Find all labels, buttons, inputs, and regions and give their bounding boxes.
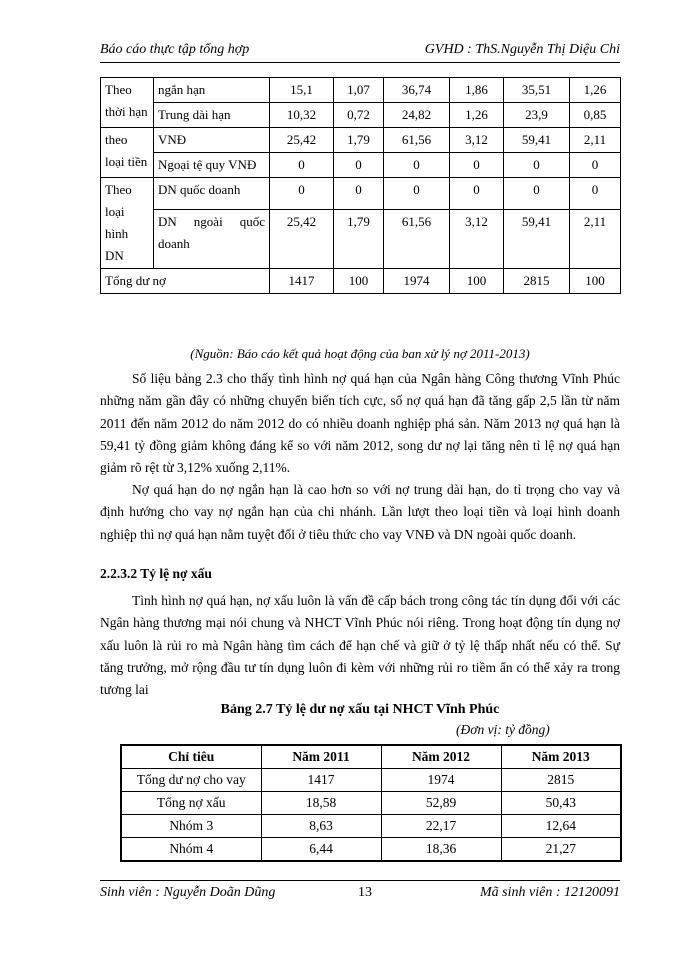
table-cell: 1,26 bbox=[570, 78, 621, 103]
table-cell: 0 bbox=[450, 153, 504, 178]
column-header: Chỉ tiêu bbox=[121, 745, 261, 769]
table-cell: 100 bbox=[334, 269, 384, 294]
row-label: DN quốc doanh bbox=[154, 178, 270, 210]
table-cell: 1417 bbox=[270, 269, 334, 294]
table-cell: 100 bbox=[570, 269, 621, 294]
row-label: VNĐ bbox=[154, 128, 270, 153]
table-cell: 21,27 bbox=[501, 838, 621, 862]
table-unit: (Đơn vị: tỷ đồng) bbox=[456, 722, 550, 737]
table-cell: 0 bbox=[334, 153, 384, 178]
table-cell: 61,56 bbox=[384, 128, 450, 153]
table-row bbox=[121, 815, 621, 838]
table-cell: Tổng nợ xấu bbox=[121, 792, 261, 815]
table-cell: 12,64 bbox=[501, 815, 621, 838]
table-cell: 61,56 bbox=[384, 209, 450, 268]
header-left: Báo cáo thực tập tổng hợp bbox=[100, 42, 250, 57]
table-title: Bảng 2.7 Tỷ lệ dư nợ xấu tại NHCT Vĩnh Phúc bbox=[220, 702, 500, 717]
table-cell: 0 bbox=[504, 178, 570, 210]
table-cell: 0 bbox=[570, 153, 621, 178]
paragraph-text: Số liệu bảng 2.3 cho thấy tình hình nợ quá hạn của Ngân hàng Công thương Vĩnh Phúc những năm gần đây có những chuyển biến tích cực, số nợ quá hạn đã tăng gấp 2,5 lần từ năm 2011 đến năm 2012 do năm 2012 do có nhiều doanh nghiệp phá sản. Năm 2013 nợ quá hạn là 59,41 tỷ đồng giảm không đáng kể so với năm 2012, song dư nợ lại tăng nên tỉ lệ nợ quá hạn giảm rõ rệt từ 3,12% xuống 2,11%. bbox=[100, 371, 620, 476]
paragraph bbox=[100, 368, 620, 479]
table-cell: 18,58 bbox=[261, 792, 381, 815]
table-cell: 59,41 bbox=[504, 128, 570, 153]
page-header bbox=[100, 40, 620, 63]
total-label: Tổng dư nợ bbox=[101, 269, 270, 294]
table-cell: 6,44 bbox=[261, 838, 381, 862]
table-cell: 3,12 bbox=[450, 209, 504, 268]
table-cell: 35,51 bbox=[504, 78, 570, 103]
table-cell: 0 bbox=[334, 178, 384, 210]
table-cell: 36,74 bbox=[384, 78, 450, 103]
table-cell: 0 bbox=[450, 178, 504, 210]
table-cell: 23,9 bbox=[504, 103, 570, 128]
table-cell: Tổng dư nợ cho vay bbox=[121, 769, 261, 792]
table-cell: 59,41 bbox=[504, 209, 570, 268]
table-row bbox=[101, 153, 621, 178]
table-cell: 0 bbox=[570, 178, 621, 210]
table-cell: 0 bbox=[384, 153, 450, 178]
table-cell: 18,36 bbox=[381, 838, 501, 862]
page-number: 13 bbox=[358, 885, 372, 900]
table-cell: 0 bbox=[270, 178, 334, 210]
table-row bbox=[101, 178, 621, 210]
table-header-row bbox=[121, 745, 621, 769]
table-cell: 2815 bbox=[504, 269, 570, 294]
table-source-note: (Nguồn: Báo cáo kết quả hoạt động của ban xử lý nợ 2011-2013) bbox=[190, 346, 530, 361]
row-label: DN ngoài quốc doanh bbox=[154, 209, 270, 268]
table-cell: 1974 bbox=[381, 769, 501, 792]
table-cell: 52,89 bbox=[381, 792, 501, 815]
table-row bbox=[101, 103, 621, 128]
table-cell: 1,86 bbox=[450, 78, 504, 103]
table-cell: 1,07 bbox=[334, 78, 384, 103]
table-cell: 2,11 bbox=[570, 209, 621, 268]
table-cell: 24,82 bbox=[384, 103, 450, 128]
group-label: theo loại tiền bbox=[101, 128, 154, 178]
table-row bbox=[101, 128, 621, 153]
header-right: GVHD : ThS.Nguyễn Thị Diệu Chi bbox=[424, 42, 620, 57]
table-cell: 1,79 bbox=[334, 128, 384, 153]
table-cell: 1,26 bbox=[450, 103, 504, 128]
paragraph bbox=[100, 479, 620, 546]
table-row bbox=[101, 78, 621, 103]
table-cell: 1974 bbox=[384, 269, 450, 294]
table-cell: 1417 bbox=[261, 769, 381, 792]
section-heading: 2.2.3.2 Tỷ lệ nợ xấu bbox=[100, 566, 212, 581]
column-header: Năm 2013 bbox=[501, 745, 621, 769]
table-cell: 15,1 bbox=[270, 78, 334, 103]
table-cell: 10,32 bbox=[270, 103, 334, 128]
table-cell: 3,12 bbox=[450, 128, 504, 153]
row-label: Trung dài hạn bbox=[154, 103, 270, 128]
table-row-total bbox=[101, 269, 621, 294]
group-label: Theo thời hạn bbox=[101, 78, 154, 128]
table-row bbox=[121, 838, 621, 862]
bad-debt-table bbox=[120, 744, 622, 862]
column-header: Năm 2012 bbox=[381, 745, 501, 769]
table-cell: 0,85 bbox=[570, 103, 621, 128]
table-cell: 22,17 bbox=[381, 815, 501, 838]
row-label: Ngoại tệ quy VNĐ bbox=[154, 153, 270, 178]
table-cell: Nhóm 3 bbox=[121, 815, 261, 838]
table-cell: 25,42 bbox=[270, 209, 334, 268]
table-cell: 2815 bbox=[501, 769, 621, 792]
row-label: ngắn hạn bbox=[154, 78, 270, 103]
table-cell: 0 bbox=[504, 153, 570, 178]
page-footer bbox=[100, 880, 620, 903]
table-cell: 0 bbox=[384, 178, 450, 210]
overdue-debt-table bbox=[100, 77, 621, 294]
group-label: Theo loại hình DN bbox=[101, 178, 154, 269]
table-row bbox=[121, 792, 621, 815]
table-cell: Nhóm 4 bbox=[121, 838, 261, 862]
table-cell: 100 bbox=[450, 269, 504, 294]
table-cell: 50,43 bbox=[501, 792, 621, 815]
column-header: Năm 2011 bbox=[261, 745, 381, 769]
table-cell: 8,63 bbox=[261, 815, 381, 838]
paragraph-text: Nợ quá hạn do nợ ngắn hạn là cao hơn so với nợ trung dài hạn, do tỉ trọng cho vay và định hướng cho vay nợ ngắn hạn của chi nhánh. Lần lượt theo loại tiền và loại hình doanh nghiệp thì nợ quá hạn nằm tuyệt đối ở tiêu thức cho vay VNĐ và DN ngoài quốc doanh. bbox=[100, 482, 620, 542]
paragraph bbox=[100, 590, 620, 701]
table-cell: 1,79 bbox=[334, 209, 384, 268]
table-cell: 2,11 bbox=[570, 128, 621, 153]
table-cell: 0,72 bbox=[334, 103, 384, 128]
footer-student: Sinh viên : Nguyễn Doãn Dũng bbox=[100, 885, 276, 900]
table-cell: 0 bbox=[270, 153, 334, 178]
footer-student-id: Mã sinh viên : 12120091 bbox=[480, 885, 620, 900]
table-row bbox=[121, 769, 621, 792]
table-cell: 25,42 bbox=[270, 128, 334, 153]
paragraph-text: Tình hình nợ quá hạn, nợ xấu luôn là vấn đề cấp bách trong công tác tín dụng đối với các Ngân hàng thương mại nói chung và NHCT Vĩnh Phúc nói riêng. Trong hoạt động tín dụng nợ xấu luôn là rủi ro mà Ngân hàng tìm cách để hạn chế và giữ ở tỷ lệ thấp nhất nếu có thể. Sự tăng trưởng, mở rộng đầu tư tín dụng luôn đi kèm với những rủi ro tiềm ẩn có thể xảy ra trong tương lai bbox=[100, 593, 620, 698]
table-row bbox=[101, 209, 621, 268]
